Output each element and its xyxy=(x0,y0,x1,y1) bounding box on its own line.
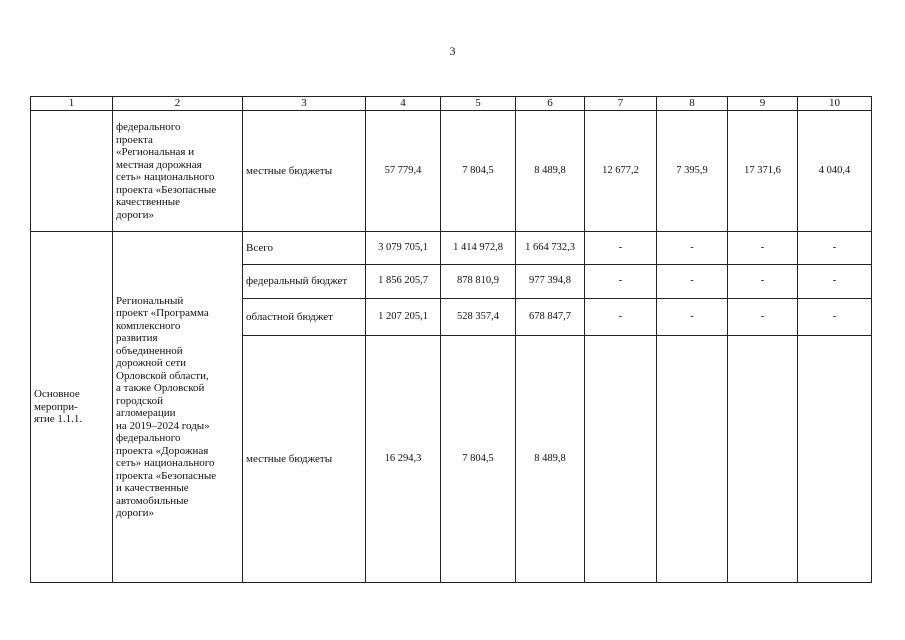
value-cell: - xyxy=(728,299,798,336)
value-cell: 3 079 705,1 xyxy=(366,232,441,265)
value-cell xyxy=(585,336,657,583)
value-cell: 12 677,2 xyxy=(585,111,657,232)
text-line: комплексного xyxy=(116,319,181,332)
value-cell: 1 207 205,1 xyxy=(366,299,441,336)
text-line: «Региональная и xyxy=(116,146,195,158)
value-cell: - xyxy=(728,232,798,265)
column-header-2: 2 xyxy=(113,97,243,111)
column-header-3: 3 xyxy=(243,97,366,111)
column-header-9: 9 xyxy=(728,97,798,111)
column-header-8: 8 xyxy=(657,97,728,111)
page-number: 3 xyxy=(449,44,456,58)
funding-source-cell: Всего xyxy=(243,232,366,265)
column-header-4: 4 xyxy=(366,97,441,111)
value-cell: 977 394,8 xyxy=(516,265,585,299)
text-line: сеть» национального xyxy=(116,171,215,183)
text-line: агломерации xyxy=(116,407,176,419)
column-header-5: 5 xyxy=(441,97,516,111)
value-cell: 1 664 732,3 xyxy=(516,232,585,265)
text-line: проекта «Безопасные xyxy=(116,183,217,196)
funding-source-cell: областной бюджет xyxy=(243,299,366,336)
value-cell: 8 489,8 xyxy=(516,336,585,583)
project-description-cell xyxy=(113,232,243,583)
text-line: и качественные xyxy=(116,482,189,494)
value-cell: - xyxy=(657,299,728,336)
funding-source-cell: местные бюджеты xyxy=(243,336,366,583)
text-line: ятие 1.1.1. xyxy=(34,413,83,426)
activity-cell-empty xyxy=(31,111,113,232)
value-cell: 678 847,7 xyxy=(516,299,585,336)
text-line: развития xyxy=(116,332,158,344)
text-line: дороги» xyxy=(116,208,154,221)
text-line: городской xyxy=(116,394,164,407)
funding-source-cell: местные бюджеты xyxy=(243,111,366,232)
value-cell: - xyxy=(728,265,798,299)
text-line: автомобильные xyxy=(116,494,189,507)
value-cell: - xyxy=(585,232,657,265)
text-line: проекта «Безопасные xyxy=(116,469,217,482)
value-cell: - xyxy=(585,299,657,336)
column-header-10: 10 xyxy=(798,97,872,111)
value-cell: - xyxy=(585,265,657,299)
text-line: объединенной xyxy=(116,344,183,357)
text-line: меропри- xyxy=(34,400,78,413)
text-line: федерального xyxy=(116,432,181,444)
value-cell xyxy=(728,336,798,583)
table-row xyxy=(31,111,872,232)
value-cell xyxy=(798,336,872,583)
value-cell: 16 294,3 xyxy=(366,336,441,583)
activity-name-cell xyxy=(31,232,113,583)
value-cell: 8 489,8 xyxy=(516,111,585,232)
value-cell: 1 414 972,8 xyxy=(441,232,516,265)
value-cell: 528 357,4 xyxy=(441,299,516,336)
value-cell: 7 804,5 xyxy=(441,111,516,232)
value-cell xyxy=(657,336,728,583)
column-header-6: 6 xyxy=(516,97,585,111)
value-cell: 4 040,4 xyxy=(798,111,872,232)
text-line: федерального xyxy=(116,121,181,133)
value-cell: 1 856 205,7 xyxy=(366,265,441,299)
text-line: Основное xyxy=(34,388,80,401)
value-cell: - xyxy=(798,232,872,265)
text-line: а также Орловской xyxy=(116,382,205,394)
header-row xyxy=(31,97,872,111)
text-line: на 2019–2024 годы» xyxy=(116,419,210,432)
funding-source-cell: федеральный бюджет xyxy=(243,265,366,299)
column-header-7: 7 xyxy=(585,97,657,111)
value-cell: 878 810,9 xyxy=(441,265,516,299)
text-line: проект «Программа xyxy=(116,307,209,319)
text-line: сеть» национального xyxy=(116,457,215,469)
text-line: дороги» xyxy=(116,507,154,519)
value-cell: 57 779,4 xyxy=(366,111,441,232)
text-line: проекта xyxy=(116,133,153,146)
value-cell: - xyxy=(657,265,728,299)
value-cell: - xyxy=(657,232,728,265)
value-cell: 17 371,6 xyxy=(728,111,798,232)
text-line: качественные xyxy=(116,196,181,208)
text-line: Региональный xyxy=(116,294,184,307)
text-line: дорожной сети xyxy=(116,357,187,369)
table-row xyxy=(31,232,872,265)
value-cell: - xyxy=(798,299,872,336)
text-line: Орловской области, xyxy=(116,369,209,382)
project-description-cell xyxy=(113,111,243,232)
value-cell: - xyxy=(798,265,872,299)
column-header-1: 1 xyxy=(31,97,113,111)
budget-table xyxy=(30,96,872,583)
value-cell: 7 395,9 xyxy=(657,111,728,232)
text-line: местная дорожная xyxy=(116,158,202,171)
value-cell: 7 804,5 xyxy=(441,336,516,583)
text-line: проекта «Дорожная xyxy=(116,444,209,457)
